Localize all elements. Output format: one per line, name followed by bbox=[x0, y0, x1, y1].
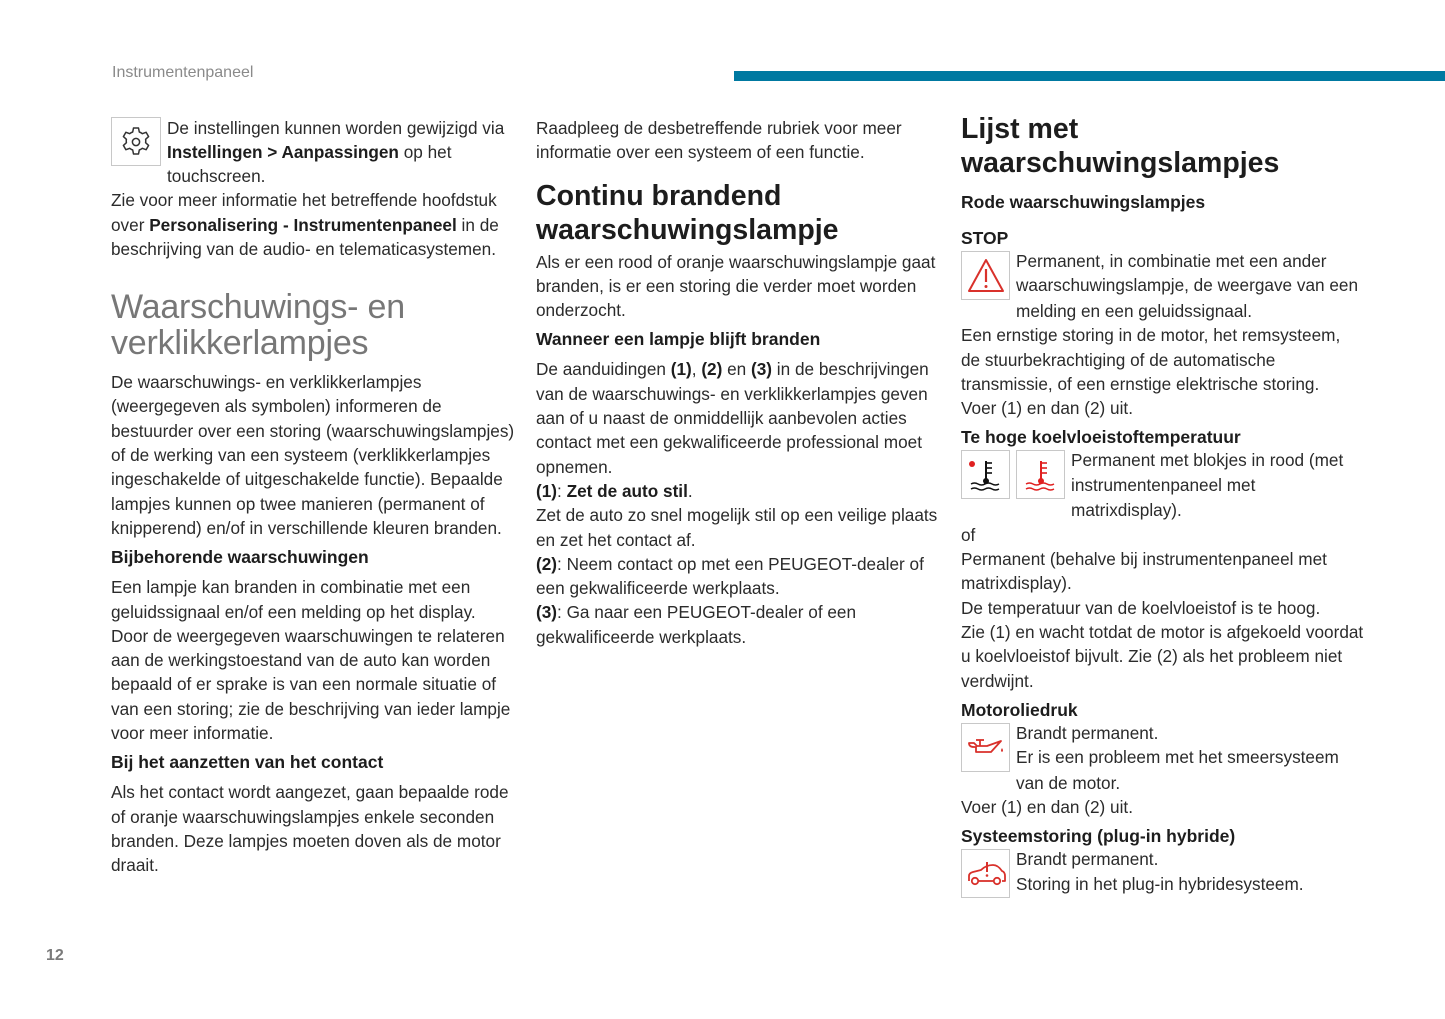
action-2: (2): Neem contact op met een PEUGEOT-dealer of bbox=[536, 553, 924, 574]
gear-icon bbox=[119, 125, 153, 159]
page-number: 12 bbox=[46, 947, 64, 964]
subheading-ignition: Bij het aanzetten van het contact bbox=[111, 752, 384, 773]
car-fault-icon-box bbox=[961, 849, 1010, 898]
red-warnings-category: Rode waarschuwingslampjes bbox=[961, 192, 1206, 212]
subheading-lamp-stays-on: Wanneer een lampje blijft branden bbox=[536, 329, 821, 350]
warning-item-hybrid-fault: Systeemstoring (plug-in hybride) Brandt permanent. Storing in het plug-in hybridesysteem. bbox=[961, 825, 1366, 898]
oil-pressure-icon bbox=[965, 728, 1007, 766]
column-3 bbox=[961, 112, 1366, 898]
coolant-temperature-dot-icon bbox=[966, 456, 1006, 494]
warning-item-coolant: Te hoge koelvloeistoftemperatuur Permanent met blokjes in rood (met instrumentenpaneel met matrixdisplay). of Permanent (behalve bij instrumentenpaneel met matrixdisplay). De temperatuur van de koelvloeistof is te hoog. Zie (1) en wacht totdat de motor is afgekoeld voordat u koelvloeistof bijvult. Zie (2) als het probleem niet verdwijnt. bbox=[961, 426, 1366, 692]
ignition-paragraph: Als het contact wordt aangezet, gaan bepaalde rode of oranje waarschuwingslampjes enkele seconden branden. Deze lampjes moeten doven als de motor draait. bbox=[111, 782, 509, 876]
section-title: Waarschuwings- en verklikkerlampjes bbox=[111, 288, 405, 363]
warning-item-stop: STOP Permanent, in combinatie met een ander waarschuwingslampje, de weergave van een melding en een geluidssignaal. Een ernstige storing in de motor, het remsysteem, de stuurbekrachtiging of de automatische transmissie, of een ernstige elektrische storing. Voer (1) en dan (2) uit. bbox=[961, 227, 1366, 420]
warning-title: STOP bbox=[961, 228, 1009, 248]
warning-triangle-icon bbox=[966, 257, 1006, 295]
car-fault-icon bbox=[965, 855, 1007, 893]
settings-path: Instellingen > Aanpassingen bbox=[167, 142, 399, 163]
associated-warnings-paragraph: Een lampje kan branden in combinatie met een geluidssignaal en/of een melding op het display. Door de weergegeven waarschuwingen te relateren aan de werkingstoestand van de auto kan worden bepaald of er sprake is van een normale situatie of van een storing; zie de beschrijving van ieder lampje voor meer informatie. bbox=[111, 577, 511, 744]
settings-text-1: De instellingen kunnen worden gewijzigd via bbox=[167, 118, 505, 138]
warning-title: Systeemstoring (plug-in hybride) bbox=[961, 826, 1236, 847]
warning-item-oil-pressure: Motoroliedruk Brandt permanent. Er is een probleem met het smeersysteem van de motor. Voer (1) en dan (2) uit. bbox=[961, 699, 1366, 820]
warning-title: Motoroliedruk bbox=[961, 699, 1078, 720]
coolant-temperature-icon bbox=[1021, 456, 1061, 494]
coolant-dot-icon-box bbox=[961, 450, 1010, 499]
settings-text-2: Instellingen > Aanpassingen op het bbox=[167, 142, 452, 163]
running-head: Instrumentenpaneel bbox=[112, 64, 254, 81]
intro-paragraph: De waarschuwings- en verklikkerlampjes (weergegeven als symbolen) informeren de bestuurder over een storing (waarschuwingslampjes) of de werking van een systeem (verklikkerlampjes ingeschakelde of uitgeschakelde functie). Bepaalde lampjes kunnen op twee manieren (permanent of knipperend) en/of in verschillende kleuren branden. bbox=[111, 372, 515, 538]
subheading-associated-warnings: Bijbehorende waarschuwingen bbox=[111, 547, 369, 568]
coolant-icon-box bbox=[1016, 450, 1065, 499]
settings-note: De instellingen kunnen worden gewijzigd via Instellingen > Aanpassingen op het touchscreen. Zie voor meer informatie het betreffende hoofdstuk over Personalisering - Instrumentenpaneel in de beschrijving van de audio- en telematicasystemen. bbox=[111, 116, 516, 261]
gear-icon-box bbox=[111, 117, 161, 166]
oil-pressure-icon-box bbox=[961, 723, 1010, 772]
action-1: (1): Zet de auto stil. bbox=[536, 480, 693, 501]
indications-paragraph: De aanduidingen (1), (2) en (3) in de beschrijvingen van de waarschuwings- en verklikkerlampjes geven aan of u naast de onmiddellijk aanbevolen acties contact met een gekwalificeerde professional moet opnemen. (1): Zet de auto stil. Zet de auto zo snel mogelijk stil op een veilige plaats en zet het contact af. (2): Neem contact op met een PEUGEOT-dealer of een gekwalificeerde werkplaats. (3): Ga naar een PEUGEOT-dealer of een gekwalificeerde werkplaats. bbox=[536, 357, 941, 649]
accent-bar bbox=[734, 71, 1445, 81]
continuous-warning-heading: Continu brandend waarschuwingslampje bbox=[536, 179, 839, 246]
column-1 bbox=[111, 116, 516, 878]
warning-list-heading: Lijst met waarschuwingslampjes bbox=[961, 113, 1280, 179]
personalisation-link-text: Personalisering - Instrumentenpaneel bbox=[149, 214, 457, 235]
stop-icon-box bbox=[961, 251, 1010, 300]
action-3: (3): Ga naar een PEUGEOT-dealer of een bbox=[536, 602, 857, 623]
column-2: Raadpleeg de desbetreffende rubriek voor meer informatie over een systeem of een functie. Continu brandend waarschuwingslampje Als er een rood of oranje waarschuwingslampje gaat branden, is er een storing die verder moet worden onderzocht. Wanneer een lampje blijft branden De aanduidingen (1), (2) en (3) in de beschrijvingen van de waarschuwings- en verklikkerlampjes geven aan of u naast de onmiddellijk aanbevolen acties contact met een gekwalificeerde professional moet opnemen. (1): Zet de auto stil. Zet de auto zo snel mogelijk stil op een veilige plaats en zet het contact af. (2): Neem contact op met een PEUGEOT-dealer of een gekwalificeerde werkplaats. (3): Ga naar een PEUGEOT-dealer of een gekwalificeerde werkplaats. bbox=[536, 116, 941, 649]
continuous-warning-paragraph: Als er een rood of oranje waarschuwingslampje gaat branden, is er een storing die verder moet worden onderzocht. bbox=[536, 251, 936, 321]
warning-title: Te hoge koelvloeistoftemperatuur bbox=[961, 427, 1241, 448]
